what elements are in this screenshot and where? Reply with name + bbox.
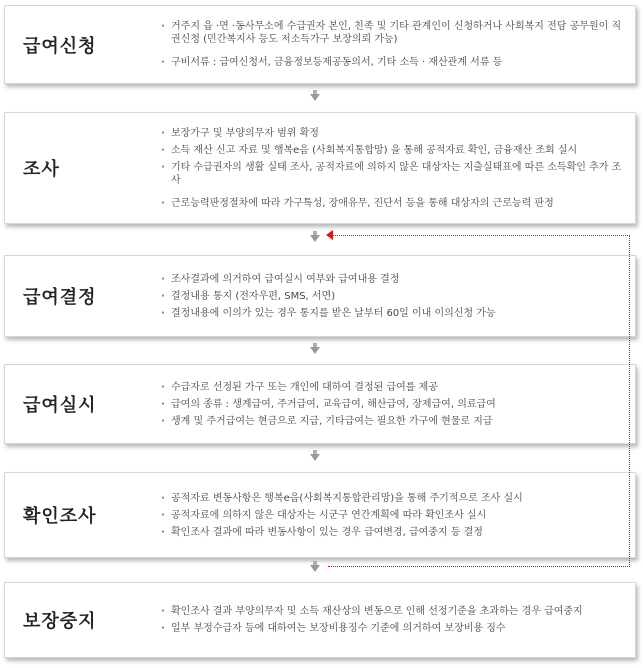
step-item: · 기타 수급권자의 생활 실태 조사, 공적자료에 의하지 않은 대상자는 지출실태표에 따른 소득확인 추가 조사 <box>161 161 625 187</box>
step-item: · 거주지 읍 ·면 ·동사무소에 수급권자 본인, 친족 및 기타 관계인이 신청하거나 사회복지 전담 공무원이 직권신청 (민간복지사 등도 저소득가구 보장의뢰 가능) <box>161 20 625 46</box>
flow-arrow-icon <box>310 235 320 242</box>
step-item: · 생계 및 주거급여는 현금으로 지급, 기타급여는 필요한 가구에 현물로 지급 <box>161 415 625 428</box>
flow-arrow-icon <box>310 565 320 572</box>
step-item: · 보장가구 및 부양의무자 범위 확정 <box>161 127 625 140</box>
flow-arrow-icon <box>310 347 320 354</box>
step-title: 급여결정 <box>23 287 97 308</box>
step-box-suspension <box>4 582 636 658</box>
step-item: · 조사결과에 의거하여 급여실시 여부와 급여내용 결정 <box>161 273 625 286</box>
step-item: · 공적자료 변동사항은 행복e음(사회복지통합관리망)을 통해 주기적으로 조사 실시 <box>161 492 625 505</box>
step-title: 조사 <box>23 159 60 180</box>
step-title: 보장중지 <box>23 611 97 632</box>
step-item: · 근로능력판정절차에 따라 가구특성, 장애유무, 진단서 등을 통해 대상자의 근로능력 판정 <box>161 197 625 210</box>
step-item: · 수급자로 선정된 가구 또는 개인에 대하여 결정된 급여를 제공 <box>161 381 625 394</box>
step-title: 급여신청 <box>23 35 97 57</box>
flow-arrow-icon <box>310 94 320 101</box>
step-title: 급여실시 <box>23 395 97 416</box>
step-item: · 공적자료에 의하지 않은 대상자는 시군구 연간계획에 따라 확인조사 실시 <box>161 509 625 522</box>
step-item: · 소득 재산 신고 자료 및 행복e음 (사회복지통합망) 을 통해 공적자료 확인, 금융재산 조회 실시 <box>161 144 625 157</box>
feedback-loop-line <box>328 235 630 567</box>
flow-arrow-icon <box>310 454 320 461</box>
step-item: · 일부 부정수급자 등에 대하여는 보장비용징수 기준에 의거하여 보장비용 징수 <box>161 622 625 635</box>
step-description <box>161 583 625 657</box>
step-item: · 확인조사 결과에 따라 변동사항이 있는 경우 급여변경, 급여중지 등 결정 <box>161 526 625 539</box>
step-item: · 결정내용에 이의가 있는 경우 통지를 받은 날부터 60일 이내 이의신청 가능 <box>161 307 625 320</box>
step-description <box>161 113 625 223</box>
step-item: · 급여의 종류 : 생계급여, 주거급여, 교육급여, 해산급여, 장제급여, 의료급여 <box>161 398 625 411</box>
step-item: · 구비서류 : 급여신청서, 금융정보등제공동의서, 기타 소득 · 재산관계 서류 등 <box>161 56 625 69</box>
step-item: · 확인조사 결과 부양의무자 및 소득 재산상의 변동으로 인해 선정기준을 초과하는 경우 급여중지 <box>161 605 625 618</box>
loop-arrowhead-icon <box>326 230 333 240</box>
step-title: 확인조사 <box>23 506 97 527</box>
step-box-apply <box>4 5 636 84</box>
step-box-investigation <box>4 112 636 224</box>
step-item: · 결정내용 통지 (전자우편, SMS, 서면) <box>161 290 625 303</box>
step-description <box>161 6 625 83</box>
